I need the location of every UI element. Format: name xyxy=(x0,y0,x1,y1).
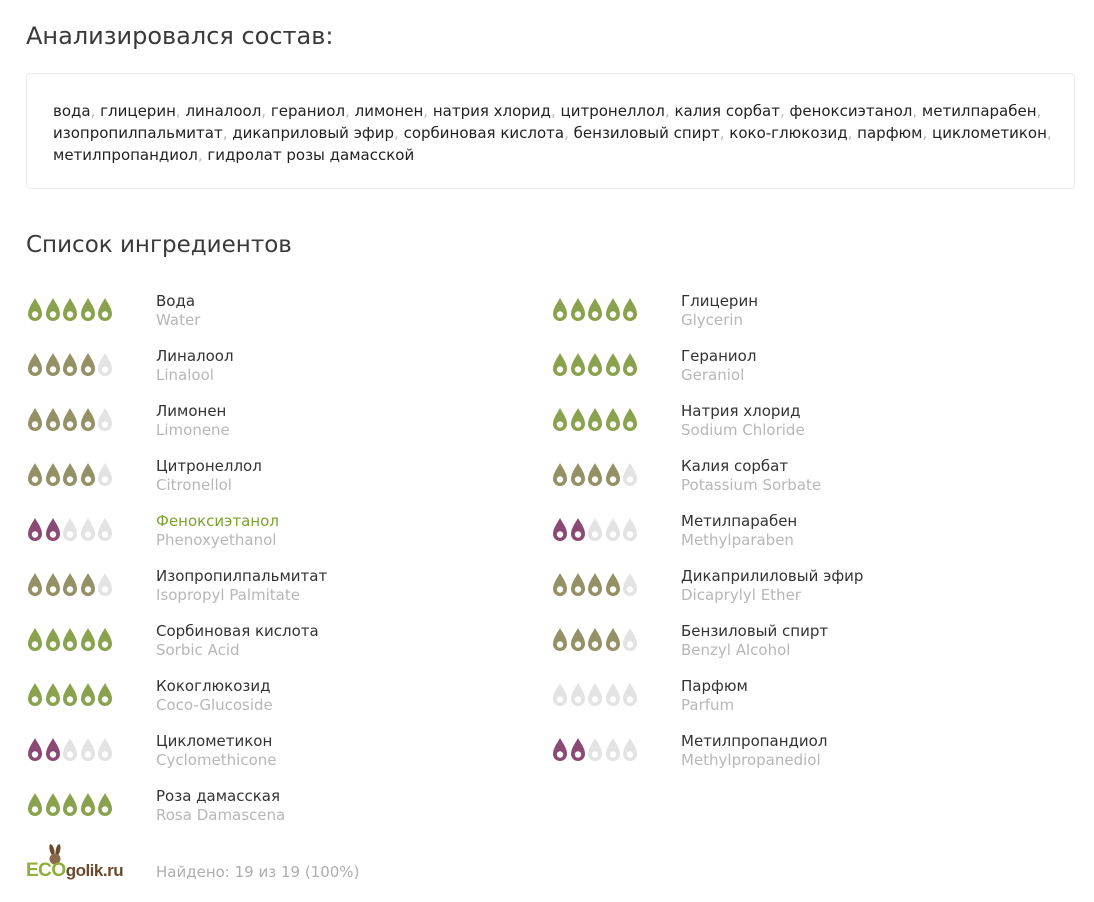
ingredient-name-ru[interactable]: Циклометикон xyxy=(156,732,273,750)
drop-icon xyxy=(44,407,62,433)
composition-separator: , xyxy=(222,124,228,142)
drop-icon xyxy=(586,627,604,653)
drop-icon xyxy=(604,517,622,543)
ingredient-row[interactable] xyxy=(26,676,546,731)
composition-separator: , xyxy=(394,124,399,142)
ingredient-name-ru[interactable]: Метилпропандиол xyxy=(681,732,828,750)
composition-item[interactable]: калия сорбат xyxy=(674,102,780,120)
drop-icon xyxy=(26,792,44,818)
composition-item[interactable]: бензиловый спирт xyxy=(573,124,720,142)
ingredient-name-en: Sodium Chloride xyxy=(681,421,805,439)
drop-icon xyxy=(569,297,587,323)
drop-icon xyxy=(586,462,604,488)
drop-icon xyxy=(604,462,622,488)
ingredient-name-en: Sorbic Acid xyxy=(156,641,240,659)
ingredient-column-right xyxy=(551,291,1071,786)
drop-icon xyxy=(604,352,622,378)
drop-icon xyxy=(586,572,604,598)
ingredient-name-ru[interactable]: Линалоол xyxy=(156,347,234,365)
ingredient-name-ru[interactable]: Калия сорбат xyxy=(681,457,789,475)
drop-icon xyxy=(61,572,79,598)
composition-separator: , xyxy=(261,102,267,120)
composition-separator: , xyxy=(550,102,556,120)
ingredient-name-ru[interactable]: Метилпарабен xyxy=(681,512,798,530)
ingredient-name-en: Benzyl Alcohol xyxy=(681,641,791,659)
composition-item[interactable]: натрия хлорид xyxy=(432,102,551,120)
drop-icon xyxy=(551,572,569,598)
ingredient-name-en: Isopropyl Palmitate xyxy=(156,586,300,604)
analyzed-composition-title: Анализировался состав: xyxy=(26,22,334,50)
drop-icon xyxy=(586,297,604,323)
drop-icon xyxy=(569,737,587,763)
ingredient-name-ru[interactable]: Бензиловый спирт xyxy=(681,622,829,640)
ingredient-name-en: Coco-Glucoside xyxy=(156,696,273,714)
drop-icon xyxy=(61,407,79,433)
drop-icon xyxy=(551,407,569,433)
drop-icon xyxy=(621,407,639,433)
composition-item[interactable]: вода xyxy=(53,102,91,120)
composition-separator: , xyxy=(1036,102,1042,120)
ingredient-name-ru[interactable]: Феноксиэтанол xyxy=(156,512,279,530)
drop-icon xyxy=(551,297,569,323)
drop-icon xyxy=(79,682,97,708)
ecogolik-logo[interactable] xyxy=(26,844,138,888)
ingredient-row[interactable] xyxy=(551,456,1071,511)
drop-icon xyxy=(96,407,114,433)
drop-icon xyxy=(44,517,62,543)
logo-golik-text: golik.ru xyxy=(65,861,124,880)
composition-item[interactable]: цитронеллол xyxy=(560,102,665,120)
drop-icon xyxy=(44,792,62,818)
drop-icon xyxy=(61,462,79,488)
drop-icon xyxy=(44,352,62,378)
composition-separator: , xyxy=(1046,124,1052,142)
ingredient-row[interactable] xyxy=(26,511,546,566)
ingredient-name-ru[interactable]: Роза дамасская xyxy=(156,787,280,805)
drop-icon xyxy=(44,572,62,598)
drop-icon xyxy=(586,517,604,543)
drop-icon xyxy=(79,792,97,818)
ingredient-name-en: Glycerin xyxy=(681,311,743,329)
ingredient-row[interactable] xyxy=(26,566,546,621)
drop-icon xyxy=(44,627,62,653)
composition-item[interactable]: парфюм xyxy=(857,124,923,142)
ingredient-name-ru[interactable]: Лимонен xyxy=(156,402,227,420)
drop-icon xyxy=(604,572,622,598)
ingredient-name-en: Rosa Damascena xyxy=(156,806,286,824)
composition-item[interactable]: гераниол xyxy=(270,102,346,120)
drop-icon xyxy=(79,572,97,598)
composition-item[interactable]: метилпарабен xyxy=(921,102,1037,120)
drop-icon xyxy=(604,297,622,323)
drop-icon xyxy=(26,682,44,708)
drop-icon xyxy=(96,572,114,598)
drop-icon xyxy=(621,627,639,653)
drop-icon xyxy=(604,627,622,653)
composition-separator: , xyxy=(664,102,670,120)
composition-item[interactable]: лимонен xyxy=(354,102,424,120)
drop-icon xyxy=(586,682,604,708)
composition-item[interactable]: циклометикон xyxy=(932,124,1047,142)
composition-separator: , xyxy=(719,124,725,142)
drop-icon xyxy=(551,737,569,763)
drop-icon xyxy=(44,682,62,708)
ingredient-row[interactable] xyxy=(26,786,546,841)
drop-icon xyxy=(604,737,622,763)
ingredients-list-title: Список ингредиентов xyxy=(26,232,292,258)
ingredient-name-en: Cyclomethicone xyxy=(156,751,277,769)
drop-icon xyxy=(604,682,622,708)
drop-icon xyxy=(96,682,114,708)
drop-icon xyxy=(621,462,639,488)
ingredient-name-ru[interactable]: Вода xyxy=(156,292,196,310)
drop-icon xyxy=(96,352,114,378)
drop-icon xyxy=(569,407,587,433)
ingredient-row[interactable] xyxy=(551,731,1071,786)
ingredient-row[interactable] xyxy=(551,676,1071,731)
drop-icon xyxy=(26,297,44,323)
drop-icon xyxy=(79,462,97,488)
ingredient-name-en: Parfum xyxy=(681,696,735,714)
drop-icon xyxy=(569,682,587,708)
drop-icon xyxy=(586,737,604,763)
ingredient-column-left xyxy=(26,291,546,841)
ingredient-name-ru[interactable]: Натрия хлорид xyxy=(681,402,801,420)
composition-separator: , xyxy=(779,102,785,120)
drop-icon xyxy=(44,297,62,323)
drop-icon xyxy=(586,407,604,433)
drop-icon xyxy=(44,462,62,488)
ingredient-name-en: Methylparaben xyxy=(681,531,794,549)
ingredient-name-en: Linalool xyxy=(156,366,214,384)
ingredient-name-en: Geraniol xyxy=(681,366,745,384)
composition-box xyxy=(26,73,1075,189)
composition-separator: , xyxy=(345,102,350,120)
drop-icon xyxy=(551,462,569,488)
drop-icon xyxy=(96,737,114,763)
drop-icon xyxy=(621,297,639,323)
ingredient-row[interactable] xyxy=(551,346,1071,401)
ingredient-row[interactable] xyxy=(551,291,1071,346)
ingredient-name-ru[interactable]: Изопропилпальмитат xyxy=(156,567,328,585)
drop-icon xyxy=(569,517,587,543)
drop-icon xyxy=(26,627,44,653)
composition-item[interactable]: гидролат розы дамасской xyxy=(207,146,415,164)
ingredient-row[interactable] xyxy=(26,346,546,401)
drop-icon xyxy=(569,352,587,378)
ingredient-name-en: Limonene xyxy=(156,421,230,439)
ingredient-row[interactable] xyxy=(551,401,1071,456)
drop-icon xyxy=(604,407,622,433)
composition-separator: , xyxy=(197,146,203,164)
drop-icon xyxy=(621,682,639,708)
drop-icon xyxy=(96,792,114,818)
composition-item[interactable]: глицерин xyxy=(100,102,176,120)
composition-item[interactable]: метилпропандиол xyxy=(53,146,198,164)
ingredient-name-en: Dicaprylyl Ether xyxy=(681,586,801,604)
drop-icon xyxy=(551,627,569,653)
drop-icon xyxy=(621,517,639,543)
drop-icon xyxy=(61,627,79,653)
drop-icon xyxy=(569,627,587,653)
ingredient-row[interactable] xyxy=(26,291,546,346)
composition-item[interactable]: изопропилпальмитат xyxy=(53,124,223,142)
drop-icon xyxy=(79,407,97,433)
ingredient-row[interactable] xyxy=(551,566,1071,621)
logo-eco-text: ECO xyxy=(26,860,66,881)
drop-icon xyxy=(96,462,114,488)
composition-separator: , xyxy=(922,124,928,142)
ingredient-name-ru[interactable]: Сорбиновая кислота xyxy=(156,622,319,640)
drop-icon xyxy=(61,352,79,378)
found-count: Найдено: 19 из 19 (100%) xyxy=(156,863,360,881)
drop-icon xyxy=(569,572,587,598)
ingredient-row[interactable] xyxy=(551,511,1071,566)
drop-icon xyxy=(61,517,79,543)
drop-icon xyxy=(61,682,79,708)
drop-icon xyxy=(621,352,639,378)
drop-icon xyxy=(26,462,44,488)
drop-icon xyxy=(621,737,639,763)
drop-icon xyxy=(61,737,79,763)
drop-icon xyxy=(26,352,44,378)
drop-icon xyxy=(79,352,97,378)
ingredient-name-en: Phenoxyethanol xyxy=(156,531,277,549)
ingredient-name-en: Citronellol xyxy=(156,476,232,494)
composition-item[interactable]: феноксиэтанол xyxy=(789,102,913,120)
ingredient-name-ru[interactable]: Кокоглюкозид xyxy=(156,677,271,695)
drop-icon xyxy=(79,297,97,323)
composition-separator: , xyxy=(90,102,96,120)
ingredient-row[interactable] xyxy=(551,621,1071,676)
drop-icon xyxy=(96,627,114,653)
ingredient-row[interactable] xyxy=(26,731,546,786)
composition-item[interactable]: дикаприловый эфир xyxy=(232,124,395,142)
composition-item[interactable]: линалоол xyxy=(185,102,262,120)
composition-separator: , xyxy=(564,124,569,142)
drop-icon xyxy=(26,737,44,763)
drop-icon xyxy=(61,792,79,818)
ingredient-name-en: Methylpropanediol xyxy=(681,751,821,769)
composition-separator: , xyxy=(847,124,853,142)
ingredient-name-en: Water xyxy=(156,311,201,329)
ingredient-name-en: Potassium Sorbate xyxy=(681,476,822,494)
composition-separator: , xyxy=(423,102,429,120)
drop-icon xyxy=(621,572,639,598)
drop-icon xyxy=(551,682,569,708)
drop-icon xyxy=(79,517,97,543)
drop-icon xyxy=(96,297,114,323)
ingredient-row[interactable] xyxy=(26,401,546,456)
drop-icon xyxy=(79,627,97,653)
drop-icon xyxy=(44,737,62,763)
drop-icon xyxy=(586,352,604,378)
ingredient-name-ru[interactable]: Глицерин xyxy=(681,292,758,310)
drop-icon xyxy=(79,737,97,763)
composition-item[interactable]: сорбиновая кислота xyxy=(403,124,565,142)
drop-icon xyxy=(26,407,44,433)
drop-icon xyxy=(569,462,587,488)
ingredient-name-ru[interactable]: Парфюм xyxy=(681,677,748,695)
composition-separator: , xyxy=(175,102,181,120)
ingredient-name-ru[interactable]: Дикаприлиловый эфир xyxy=(681,567,864,585)
drop-icon xyxy=(61,297,79,323)
ingredient-name-ru[interactable]: Гераниол xyxy=(681,347,757,365)
drop-icon xyxy=(26,517,44,543)
ingredient-row[interactable] xyxy=(26,456,546,511)
drop-icon xyxy=(551,352,569,378)
composition-item[interactable]: коко-глюкозид xyxy=(729,124,848,142)
drop-icon xyxy=(26,572,44,598)
ingredient-name-ru[interactable]: Цитронеллол xyxy=(156,457,262,475)
ingredient-row[interactable] xyxy=(26,621,546,676)
composition-separator: , xyxy=(912,102,918,120)
drop-icon xyxy=(551,517,569,543)
drop-icon xyxy=(96,517,114,543)
